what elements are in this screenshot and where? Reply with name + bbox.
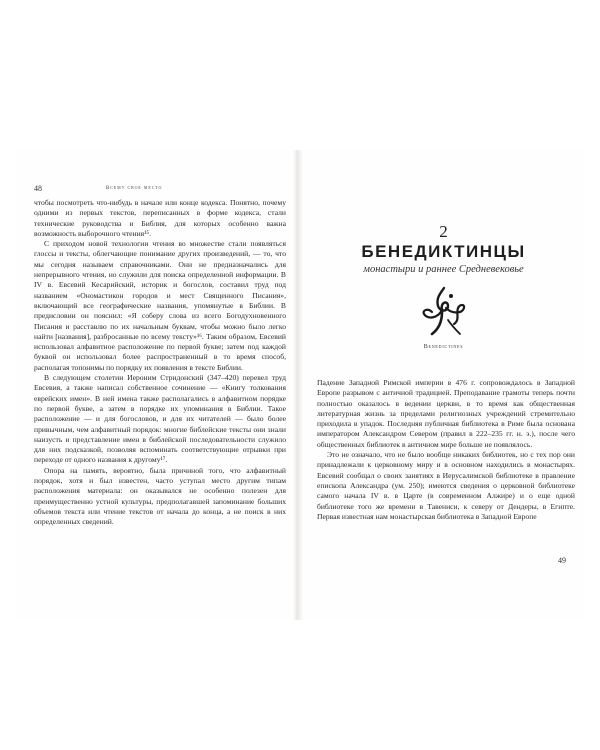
right-page <box>303 150 584 620</box>
paragraph: Опора на память, вероятно, была причиной того, что алфавитный порядок, хотя и был известен, часто уступал место другим типам расположения материала: он оказывался не особенно полезен для преимущественно устной культуры, предполагавшей запоминание больших объемов текста или чтение текстов от начала до конца, а не поиск в них определенных сведений. <box>34 465 286 527</box>
page-number-right: 49 <box>558 556 566 565</box>
left-body-text <box>34 198 286 528</box>
right-body-text <box>317 378 575 522</box>
chapter-number: 2 <box>439 222 448 241</box>
paragraph: С приходом новой технологии чтения во множестве стали появляться глоссы и тексты, облегчающие понимание других произведений, — то, что мы сегодня называем справочниками. Они не предназначались для непрерывного чтения, но служили для поиска определенной информации. В IV в. Евсевий Кесарийский, историк и богослов, составил труд под названием «Ономастикон городов и мест Священного Писания», включающий все географические названия, упомянутые в Библии. В предисловии он пояснил: «Я соберу слова из всего Богодухновенного Писания и расставлю по их начальным буквам, чтобы можно было легко найти [названия], разбросанные по всему тексту»¹⁶. Таким образом, Евсевий использовал алфавитное расположение по первой букве; затем под каждой буквой он использовал более распространенный в то время способ, располагая топонимы по порядку их появления в тексте Библии. <box>34 239 286 372</box>
book-gutter <box>293 150 303 620</box>
left-page <box>16 150 294 620</box>
chapter-title: БЕНЕДИКТИНЦЫ <box>361 242 526 261</box>
paragraph: Падение Западной Римской империи в 476 г. сопровождалось в Западной Европе разрывом с античной традицией. Преподавание грамоты теперь почти полностью оказалось в ведении церкви, в то время как общественная литературная жизнь за пределами религиозных учреждений стремительно приходила в упадок. Последняя публичная библиотека в Риме была основана императором Александром Севером (правил в 222–235 гг. н. э.), после чего общественных библиотек в античном мире больше не появлялось. <box>317 378 575 449</box>
paragraph: В следующем столетии Иероним Стридонский (347–420) перевел труд Евсевия, а также написал собственное сочинение — «Книгу толкования еврейских имен». В ней имена также располагались в алфавитном порядке по первой букве, а затем в порядке их упоминания в Библии. Такое расположение — и для богословов, и для их читателей — было более привычным, чем алфавитный порядок: многие библейские тексты они знали наизусть и представление имен в библейской последовательности служило для них подсказкой, позволяя вспоминать соответствующие отрывки при переходе от одного названия к другому¹⁷. <box>34 373 286 465</box>
paragraph: Это не означало, что не было вообще никаких библиотек, но с тех пор они принадлежали к церковному миру и в основном находились в монастырях. Евсевий сообщал о своих занятиях в Иерусалимской библиотеке в правление епископа Александра (ум. 250); имеются сведения о церковной библиотеке самого начала IV в. в Царте (в современном Алжире) и о еще одной библиотеке того же времени в Тавениси, к северу от Дендеры, в Египте. Первая известная нам монастырская библиотека в Западной Европе <box>317 450 575 521</box>
calligraphic-ornament-icon <box>418 284 470 340</box>
page-number-left: 48 <box>34 184 42 193</box>
paragraph: чтобы посмотреть что-нибудь в начале или конце кодекса. Понятно, почему одними из первых текстов, переписанных в форме кодекса, стали технические руководства и Библия, для которых особенно важна возможность выборочного чтения¹⁵. <box>34 198 286 238</box>
chapter-latin-label: Benedictines <box>423 344 464 350</box>
chapter-subtitle: монастыри и раннее Средневековье <box>363 264 524 275</box>
running-head: Всему свое место <box>106 186 163 191</box>
